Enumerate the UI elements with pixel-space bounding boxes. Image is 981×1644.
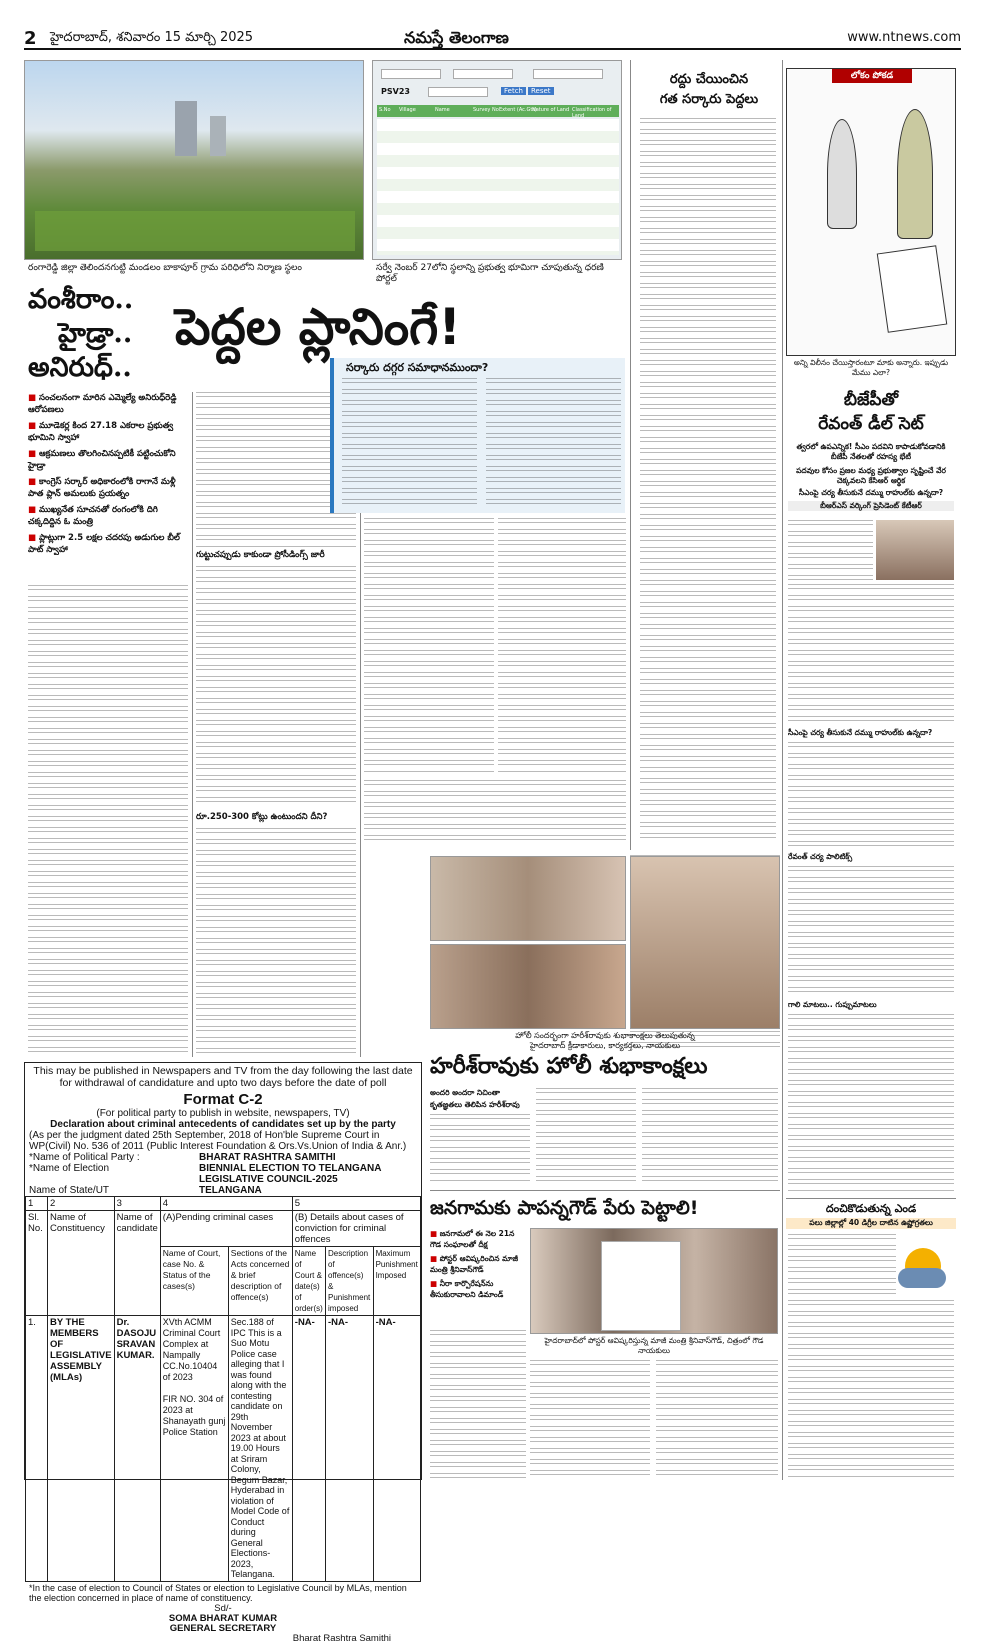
portal-table-rows — [377, 119, 619, 255]
right-story-body — [640, 118, 776, 843]
page-number: 2 — [24, 28, 37, 49]
headline-line: బీజేపీతో — [843, 390, 899, 410]
col-name: Name — [435, 107, 450, 113]
notice-text: This may be published in Newspapers and TV from the day following the last date for withdrawal of candidature and upto two days before the date of poll — [33, 1065, 413, 1089]
grass-area — [35, 211, 355, 251]
header-cell: (A)Pending criminal cases — [160, 1211, 292, 1247]
bullet-item: ■ సంచలనంగా మారిన ఎమ్మెల్యే అనిరుధ్‌రెడ్డి ఆరోపణలు — [28, 392, 186, 416]
party-row — [25, 1152, 421, 1163]
janagama-body — [430, 1330, 526, 1480]
bullet-item: ■ ముఖ్యనేత సూచనతో రంగంలోకి దిగి చక్కదిద్దిన ఓ మంత్రి — [28, 504, 186, 528]
portal-dropdown — [381, 69, 441, 79]
column-rule — [782, 60, 783, 1480]
state-row — [25, 1185, 421, 1196]
portal-caption: సర్వే నెంబర్ 27లోని స్థలాన్ని ప్రభుత్వ భూమిగా చూపుతున్న ధరణి పోర్టల్ — [376, 263, 604, 284]
signatory-name: SOMA BHARAT KUMAR — [168, 1612, 278, 1624]
header-cell: Name of candidate — [114, 1211, 160, 1316]
holi-body — [536, 1088, 636, 1184]
bullet-item: ■ కాంగ్రెస్ సర్కార్ అధికారంలోకి రాగానే మళ్లీ పాత ప్లాన్ అమలుకు ప్రయత్నం — [28, 476, 186, 500]
website-link[interactable]: www.ntnews.com — [847, 30, 961, 45]
state-value: TELANGANA — [199, 1185, 262, 1196]
signature-sd: Sd/- — [214, 1602, 232, 1614]
bjp-deck: పదవుల కోసం ప్రజల మధ్య ప్రభుత్వాల సృష్టించే వేర చెక్కవలని కేసిఆర్ ఆర్థిక — [796, 466, 946, 485]
form-declaration: Declaration about criminal antecedents of candidates set up by the party — [50, 1119, 396, 1130]
section-rule — [786, 1198, 956, 1199]
party-label: *Name of Political Party : — [29, 1152, 140, 1163]
bullet-item: ■ మూడెకర్ల కింద 27.18 ఎకరాల ప్రభుత్వ భూమిని స్వాహా — [28, 420, 186, 444]
cloud-icon — [898, 1268, 946, 1288]
bjp-subhead: రేవంత్ చర్య పాలిటిక్స్ — [788, 852, 853, 861]
lead-headline: పెద్దల ప్లానింగే! — [175, 298, 462, 356]
reset-button: Reset — [528, 87, 554, 95]
photo-caption: రంగారెడ్డి జిల్లా తెలిందనగుట్టి మండలం బాకాపూర్ గ్రామ పరిధిలోని నిర్మాణ స్థలం — [28, 263, 302, 273]
data-cell: Dr. DASOJU SRAVAN KUMAR. — [114, 1316, 160, 1582]
data-cell: BY THE MEMBERS OF LEGISLATIVE ASSEMBLY (MLAs) — [48, 1316, 115, 1582]
header-cell: Description of offence(s) & Punishment imposed — [326, 1247, 374, 1316]
holi-deck: అందరి అందరా నిచింతా — [430, 1088, 500, 1097]
header-cell: Name of Court & date(s) of order(s) — [292, 1247, 325, 1316]
poster-shape — [601, 1241, 681, 1331]
headline-line: రేవంత్ డీల్ సెట్ — [818, 414, 924, 434]
bjp-headline — [786, 388, 956, 436]
bullet-item: ■ నీరా కార్పొరేషన్‌ను తీసుకురావాలని డిమాండ్ — [430, 1278, 526, 1300]
lead-body-column — [498, 518, 626, 773]
portal-code: PSV23 — [381, 87, 410, 96]
dharani-portal-screenshot — [372, 60, 622, 260]
dateline: హైదరాబాద్, శనివారం 15 మార్చి 2025 — [50, 30, 254, 45]
lead-kicker — [28, 283, 178, 385]
cartoon-figure — [827, 119, 857, 229]
headline-line: గత సర్కారు పెద్దలు — [659, 92, 759, 107]
col-number: 5 — [292, 1197, 420, 1211]
bjp-body — [788, 520, 873, 580]
header-cell: Name of Constituency — [48, 1211, 115, 1316]
page-header — [24, 28, 961, 50]
side-box-title: సర్కారు దగ్గర సమాధానముందా? — [346, 361, 489, 374]
state-label: Name of State/UT — [29, 1185, 110, 1196]
signatory-org: Bharat Rashtra Samithi — [292, 1632, 391, 1644]
holi-headline: హరీశ్‌రావుకు హోలీ శుభాకాంక్షలు — [430, 1054, 708, 1079]
bjp-subhead: గాలి మాటలు.. గుప్పుమాటలు — [788, 1000, 877, 1009]
col-survey: Survey No — [473, 107, 499, 113]
header-cell: Name of Court, case No. & Status of the cases(s) — [160, 1247, 228, 1316]
lead-body-column — [196, 566, 356, 806]
form-subtitle: (For political party to publish in website, newspapers, TV) — [96, 1108, 350, 1119]
col-number: 2 — [48, 1197, 115, 1211]
election-label: *Name of Election — [29, 1163, 110, 1174]
weather-body — [788, 1234, 896, 1296]
column-rule — [192, 392, 193, 1057]
format-c2-notice — [24, 1062, 422, 1644]
party-value: BHARAT RASHTRA SAMITHI — [199, 1152, 336, 1163]
data-cell: Sec.188 of IPC This is a Suo Motu Police case alleging that I was found along with the contesting candidate on 29th November 2023 at about 19.00 Hours at Sriram Colony, Begum Bazar, Hyderabad in violation of Model Code of Conduct during General Elections-2023, Telangana. — [228, 1316, 292, 1582]
col-number: 1 — [26, 1197, 48, 1211]
bjp-deck: త్వరలో ఉపఎన్నిక! సీఎం పదవిని కాపాడుకోవడానికి బీజేపీ నేతలతో రహస్య భేటీ — [796, 442, 946, 461]
janagama-body — [656, 1360, 778, 1480]
data-cell: -NA- — [373, 1316, 420, 1582]
holi-photo — [430, 944, 626, 1029]
table-row — [26, 1211, 421, 1247]
side-box — [330, 358, 625, 513]
lead-subhead: గుట్టుచప్పుడు కాకుండా ప్రోసీడింగ్స్ జారీ — [196, 550, 325, 560]
form-footnote: *In the case of election to Council of States or election to Legislative Council by MLAs, mention the election concerned in place of name of constituency. — [29, 1582, 407, 1603]
bullet-item: ■ ప్లాట్లుగా 2.5 లక్షల చదరపు అడుగుల బీల్ పాట్ స్వాహా — [28, 532, 186, 556]
election-row — [25, 1163, 421, 1185]
janagama-headline: జనగామకు పాపన్నగౌడ్ పేరు పెట్టాలి! — [430, 1197, 699, 1219]
bullet-item: ■ జనగామలో ఈ నెల 21న గౌడ సంఘాలతో దీక్ష — [430, 1228, 526, 1250]
bullet-item: ■ పోస్టర్ ఆవిష్కరించిన మాజీ మంత్రి శ్రీనివాస్‌గౌడ్ — [430, 1253, 526, 1275]
lead-body-column — [364, 518, 494, 773]
masthead: నమస్తే తెలంగాణ — [404, 28, 509, 47]
ktr-photo — [876, 520, 954, 580]
fetch-button: Fetch — [501, 87, 526, 95]
holi-caption — [430, 1031, 780, 1051]
weather-headline: దంచికొడుతున్న ఎండ — [825, 1202, 917, 1215]
holi-photo — [630, 856, 780, 1029]
holi-body — [642, 1088, 778, 1184]
lead-bullets — [28, 392, 186, 556]
janagama-bullets — [430, 1228, 526, 1300]
cartoon-tag: లోకం పోకడ — [832, 69, 912, 83]
lead-body-column — [364, 780, 626, 842]
cartoon-figure — [897, 109, 933, 239]
col-number: 4 — [160, 1197, 292, 1211]
holi-photo — [430, 856, 626, 941]
bjp-deck: బీఆర్ఎస్ వర్కింగ్ ప్రెసిడెంట్ కేటీఆర్ — [788, 501, 954, 511]
kicker-line: వంశీరాం.. — [28, 284, 134, 315]
portal-input — [428, 87, 488, 97]
cartoon-paper — [877, 245, 948, 333]
form-judgment: (As per the judgment dated 25th September, 2018 of Hon'ble Supreme Court in WP(Civil) No. 536 of 2011 (Public Interest Foundation & Ors.Vs.Union of India & Anr.) — [29, 1130, 407, 1152]
bjp-body — [788, 1014, 954, 1194]
election-value: BIENNIAL ELECTION TO TELANGANA LEGISLATIVE COUNCIL-2025 — [199, 1163, 382, 1185]
header-cell: Sl. No. — [26, 1211, 48, 1316]
cartoon-panel — [786, 68, 956, 356]
data-cell: -NA- — [326, 1316, 374, 1582]
caption-line: హైదరాబాద్ క్రీడాకారులు, కార్యకర్తలు, నాయకులు — [529, 1041, 681, 1050]
headline-line: రద్దు చేయించిన — [669, 72, 749, 87]
lead-body-column — [28, 585, 188, 1057]
holi-deck: కృతజ్ఞతలు తెలిపిన హరీశ్‌రావు — [430, 1100, 520, 1109]
janagama-caption: హైదరాబాద్‌లో పోస్టర్ ఆవిష్కరిస్తున్న మాజీ మంత్రి శ్రీనివాస్‌గౌడ్, చిత్రంలో గౌడ నాయకులు — [544, 1336, 764, 1355]
portal-dropdown — [533, 69, 603, 79]
kicker-line: అనిరుధ్.. — [28, 352, 132, 383]
caption-line: హోలీ సందర్భంగా హరీశ్‌రావుకు శుభాకాంక్షలు తెలుపుతున్న — [515, 1031, 695, 1040]
data-cell: 1. — [26, 1316, 48, 1582]
bjp-body — [788, 866, 954, 994]
holi-body — [430, 1114, 530, 1184]
portal-dropdown — [453, 69, 513, 79]
weather-deck: పలు జిల్లాల్లో 40 డిగ్రీల దాటిన ఉష్ణోగ్రతలు — [786, 1218, 956, 1229]
col-class: Classification of Land — [572, 107, 612, 119]
col-village: Village — [399, 107, 416, 113]
side-box-text — [342, 378, 477, 508]
janagama-body — [530, 1360, 650, 1480]
side-box-text — [486, 378, 621, 508]
header-cell: Maximum Punishment Imposed — [373, 1247, 420, 1316]
data-cell: -NA- — [292, 1316, 325, 1582]
portal-table-header — [377, 105, 619, 117]
data-cell: XVth ACMM Criminal Court Complex at Nampally CC.No.10404 of 2023 FIR NO. 304 of 2023 at Shanayath gunj Police Station — [160, 1316, 228, 1582]
building-shape — [175, 101, 197, 156]
weather-body — [788, 1300, 954, 1480]
cartoon-caption: అన్ని విలీనం చేయిస్తారంటూ మాకు అన్నారు. ఇప్పుడు మేము ఎలా? — [793, 358, 949, 377]
building-shape — [210, 116, 226, 156]
bjp-body — [788, 742, 954, 850]
lead-subhead: రూ.250-300 కోట్లు ఉంటుందని దీని? — [196, 812, 328, 822]
bjp-deck: సీఎంపై చర్య తీసుకునే దమ్ము రాహుల్‌కు ఉన్నదా? — [798, 488, 944, 497]
bjp-body — [788, 584, 954, 724]
header-cell: Sections of the Acts concerned & brief description of offence(s) — [228, 1247, 292, 1316]
right-story-headline — [640, 70, 778, 110]
section-rule — [430, 1190, 780, 1191]
col-number: 3 — [114, 1197, 160, 1211]
col-sno: S.No — [379, 107, 391, 113]
col-nature: Nature of Land — [532, 107, 570, 113]
janagama-photo — [530, 1228, 778, 1334]
criminal-antecedents-table — [25, 1196, 421, 1582]
column-rule — [630, 60, 631, 850]
header-cell: (B) Details about cases of conviction for criminal offences — [292, 1211, 420, 1247]
bjp-subhead: సీఎంపై చర్య తీసుకునే దమ్ము రాహుల్‌కు ఉన్నదా? — [788, 728, 933, 737]
lead-body-column — [196, 828, 356, 1057]
table-row — [26, 1197, 421, 1211]
kicker-line: హైడ్రా.. — [58, 318, 133, 349]
col-extent: Extent (Ac.Gts) — [499, 107, 537, 113]
signatory-designation: GENERAL SECRETARY — [169, 1622, 277, 1634]
bullet-item: ■ ఆక్రమణలు తొలగించినప్పటికీ పట్టించుకోని హైడ్రా — [28, 448, 186, 472]
table-row — [26, 1316, 421, 1582]
construction-site-photo — [24, 60, 364, 260]
form-title: Format C-2 — [183, 1091, 263, 1108]
